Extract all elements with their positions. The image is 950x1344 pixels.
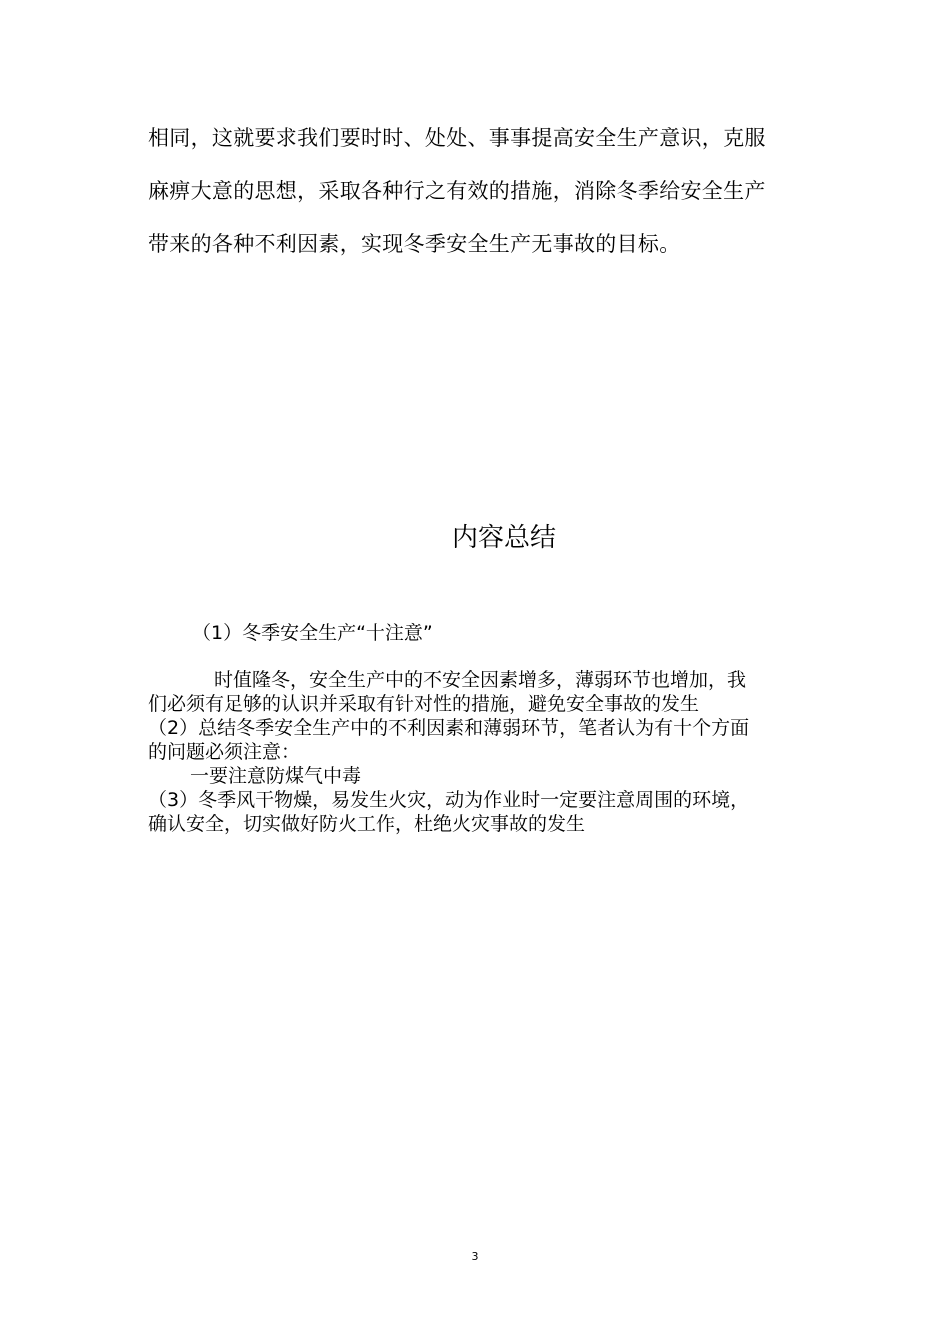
summary-paragraph-line: 时值隆冬，安全生产中的不安全因素增多，薄弱环节也增加，我 (214, 669, 747, 691)
paragraph-line: 麻痹大意的思想，采取各种行之有效的措施，消除冬季给安全生产 (148, 179, 766, 203)
summary-paragraph-line: 们必须有足够的认识并采取有针对性的措施，避免安全事故的发生 (148, 693, 700, 715)
summary-item-2: （2）总结冬季安全生产中的不利因素和薄弱环节，笔者认为有十个方面 (148, 717, 750, 739)
summary-item-1-heading: （1）冬季安全生产“十注意” (192, 622, 433, 644)
summary-sub-item: 一要注意防煤气中毒 (190, 765, 362, 787)
paragraph-line: 带来的各种不利因素，实现冬季安全生产无事故的目标。 (148, 232, 681, 256)
summary-item-3-continued: 确认安全，切实做好防火工作，杜绝火灾事故的发生 (148, 813, 586, 835)
page-number: 3 (471, 1250, 479, 1263)
summary-item-2-continued: 的问题必须注意： (148, 741, 301, 763)
summary-title: 内容总结 (451, 523, 556, 553)
paragraph-line: 相同，这就要求我们要时时、处处、事事提高安全生产意识，克服 (148, 126, 766, 150)
body-paragraph (148, 118, 808, 277)
summary-item-3: （3）冬季风干物燥，易发生火灾，动为作业时一定要注意周围的环境， (148, 789, 750, 811)
